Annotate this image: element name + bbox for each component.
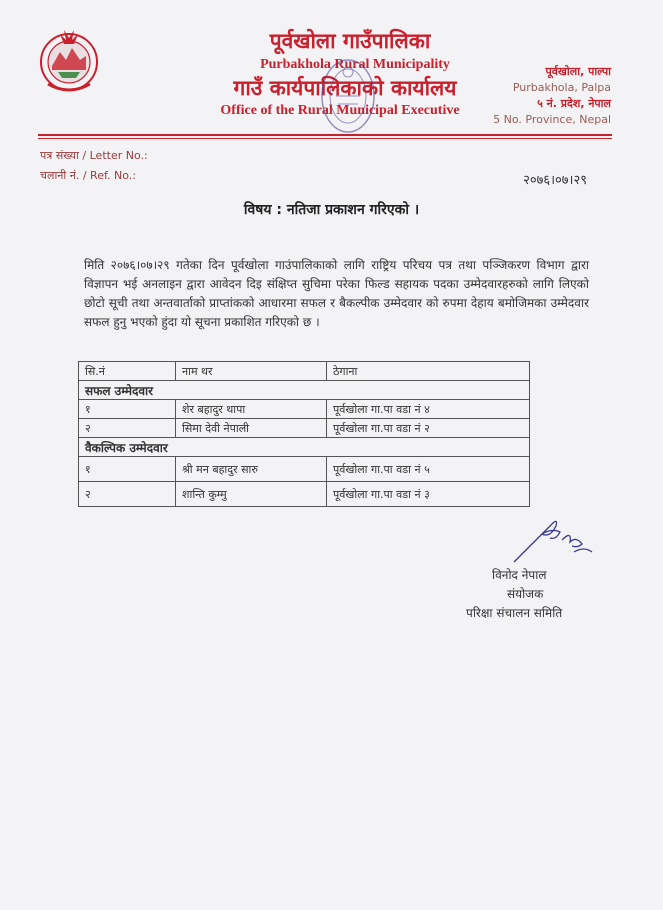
municipality-name-en: Purbakhola Rural Municipality (260, 57, 450, 72)
body-paragraph: मिति २०७६।०७।२९ गतेका दिन पूर्वखोला गाउंपालिकाको लागि राष्ट्रिय परिचय पत्र तथा पञ्जिकरण विभाग द्वारा विज्ञापन भई अनलाइन द्वारा आवेदन दिइ संक्षिप्त सुचिमा परेका फिल्ड सहायक पदका उम्मेदवारहरुको लागि लिएको छोटो सूची तथा अन्तवार्ताको प्राप्तांकको आधारमा सफल र बैकल्पीक उम्मेदवार को रुपमा देहाय बमोजिमका उम्मेदवार सफल हुनु भएको हुंदा यो सूचना प्रकाशित गरिएको छ । (84, 258, 589, 329)
row-address: पूर्वखोला गा.पा वडा नं ५ (327, 457, 530, 482)
row-serial: २ (79, 482, 176, 507)
office-name-np: गाउँ कार्यपालिकाको कार्यालय (233, 76, 457, 100)
nepal-emblem-icon (38, 26, 100, 96)
province-en: 5 No. Province, Nepal (493, 113, 611, 126)
province-np: ५ नं. प्रदेश, नेपाल (537, 97, 611, 110)
row-serial: १ (79, 457, 176, 482)
office-name-en: Office of the Rural Municipal Executive (220, 103, 460, 118)
table-row (79, 457, 530, 482)
group-row-successful (79, 381, 530, 400)
results-table (78, 361, 530, 507)
signatory-name: विनोद नेपाल (492, 568, 547, 582)
table-header-row (79, 362, 530, 381)
header-name: नाम थर (176, 362, 327, 381)
office-stamp-icon (318, 56, 378, 138)
row-address: पूर्वखोला गा.पा वडा नं ४ (327, 400, 530, 419)
group-row-alternate (79, 438, 530, 457)
row-address: पूर्वखोला गा.पा वडा नं २ (327, 419, 530, 438)
row-address: पूर्वखोला गा.पा वडा नं ३ (327, 482, 530, 507)
table-row (79, 400, 530, 419)
signatory-role: संयोजक (507, 587, 544, 601)
alternate-label: वैकल्पिक उम्मेदवार (79, 438, 530, 457)
header-rule-thin (38, 138, 612, 139)
letter-date: २०७६।०७।२९ (523, 173, 587, 188)
signature-icon (512, 516, 596, 566)
successful-label: सफल उम्मेदवार (79, 381, 530, 400)
row-serial: २ (79, 419, 176, 438)
row-name: श्री मन बहादुर सारु (176, 457, 327, 482)
address-block (493, 64, 611, 128)
table-row (79, 482, 530, 507)
reference-number-label: चलानी नं. / Ref. No.: (40, 169, 136, 182)
municipality-name-np: पूर्वखोला गाउँपालिका (269, 29, 431, 53)
subject-line: विषय : नतिजा प्रकाशन गरिएको । (243, 202, 420, 218)
row-name: शेर बहादुर थापा (176, 400, 327, 419)
signatory-committee: परिक्षा संचालन समिति (466, 606, 563, 620)
row-serial: १ (79, 400, 176, 419)
row-name: सिमा देवी नेपाली (176, 419, 327, 438)
table-row (79, 419, 530, 438)
header-serial: सि.नं (79, 362, 176, 381)
location-en: Purbakhola, Palpa (512, 81, 611, 94)
header-address: ठेगाना (327, 362, 530, 381)
location-np: पूर्वखोला, पाल्पा (545, 65, 611, 78)
header-rule (38, 134, 612, 136)
row-name: शान्ति कुम्मु (176, 482, 327, 507)
letter-number-label: पत्र संख्या / Letter No.: (40, 149, 148, 162)
